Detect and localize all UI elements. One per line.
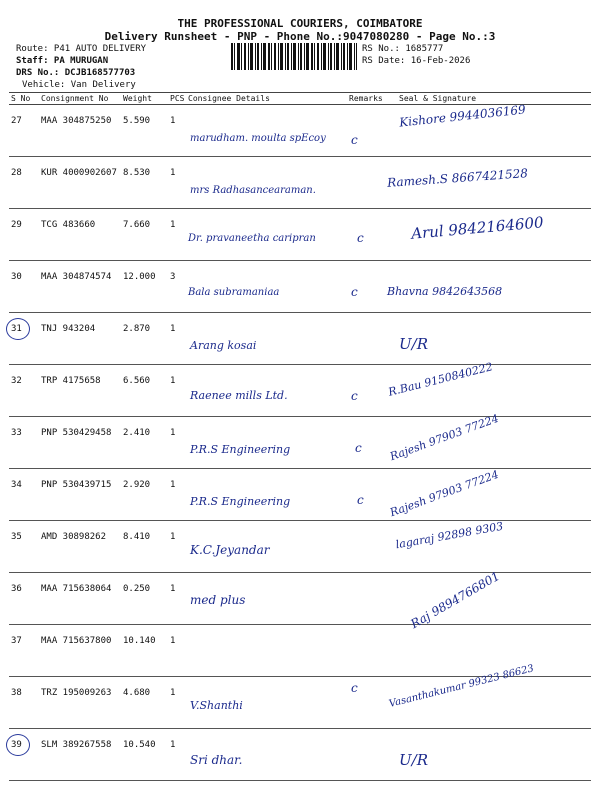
consignee-handwriting: V.Shanthi — [190, 699, 243, 712]
consignee-cell — [186, 469, 347, 521]
remark-mark: c — [357, 231, 364, 245]
pcs-cell: 1 — [168, 677, 186, 729]
sno-cell: 28 — [9, 157, 39, 209]
signature-handwriting: U/R — [399, 751, 428, 769]
sno-text: 39 — [11, 740, 22, 750]
table-header-row — [9, 93, 591, 105]
barcode-image — [231, 43, 357, 70]
pcs-cell: 3 — [168, 261, 186, 313]
signature-handwriting: Rajesh 97903 77224 — [388, 411, 501, 464]
weight-cell: 2.410 — [121, 417, 168, 469]
consignee-cell — [186, 209, 347, 261]
col-sno: S No — [9, 93, 39, 105]
signature-handwriting: Bhavna 9842643568 — [387, 285, 503, 298]
weight-cell: 12.000 — [121, 261, 168, 313]
table-row — [9, 209, 591, 261]
consignee-handwriting: Bala subramaniaa — [188, 287, 280, 298]
remarks-cell — [347, 469, 385, 521]
signature-handwriting: R.Bau 9150840222 — [387, 360, 494, 399]
consignee-handwriting: P.R.S Engineering — [190, 495, 291, 508]
pcs-cell: 1 — [168, 573, 186, 625]
signature-handwriting: Kishore 9944036169 — [398, 102, 527, 130]
pcs-cell: 1 — [168, 729, 186, 781]
table-row — [9, 625, 591, 677]
vehicle-text: Vehicle: Van Delivery — [22, 80, 136, 90]
pcs-cell: 1 — [168, 365, 186, 417]
sno-cell: 37 — [9, 625, 39, 677]
signature-handwriting: Vasanthakumar 99323 86623 — [387, 663, 536, 710]
remarks-cell — [347, 521, 385, 573]
signature-cell — [385, 625, 591, 677]
sno-cell: 34 — [9, 469, 39, 521]
signature-cell — [385, 102, 591, 157]
consignment-cell: SLM 389267558 — [39, 729, 121, 781]
remarks-cell — [347, 573, 385, 625]
weight-cell: 10.140 — [121, 625, 168, 677]
signature-cell — [385, 261, 591, 313]
col-pcs: PCS — [170, 94, 185, 103]
signature-handwriting: Rajesh 97903 77224 — [388, 467, 501, 520]
consignee-cell — [186, 157, 347, 209]
pcs-cell: 1 — [168, 105, 186, 157]
weight-cell: 6.560 — [121, 365, 168, 417]
pcs-cell: 1 — [168, 521, 186, 573]
remarks-cell — [347, 417, 385, 469]
circle-mark-icon — [6, 318, 30, 340]
col-remarks: Remarks — [347, 93, 385, 105]
consignee-handwriting: mrs Radhasancearaman. — [190, 185, 316, 196]
signature-cell — [385, 360, 591, 417]
signature-cell — [385, 411, 591, 469]
signature-handwriting: lagaraj 92898 9303 — [394, 519, 505, 552]
consignee-handwriting: Sri dhar. — [190, 753, 243, 767]
pcs-cell: 1 — [168, 469, 186, 521]
pcs-cell: 1 — [168, 209, 186, 261]
consignee-cell — [186, 625, 347, 677]
table-row — [9, 729, 591, 781]
table-row — [9, 573, 591, 625]
pcs-cell: 1 — [168, 313, 186, 365]
weight-cell: 2.920 — [121, 469, 168, 521]
consignment-cell: AMD 30898262 — [39, 521, 121, 573]
consignee-cell — [186, 677, 347, 729]
consignee-cell — [186, 105, 347, 157]
consignment-cell: MAA 715637800 — [39, 625, 121, 677]
signature-cell — [385, 521, 591, 573]
sno-cell: 36 — [9, 573, 39, 625]
sno-cell — [9, 729, 39, 781]
signature-cell — [385, 663, 591, 729]
col-consignee: Consignee Details — [186, 93, 347, 105]
consignee-cell — [186, 261, 347, 313]
consignment-cell: PNP 530439715 — [39, 469, 121, 521]
remark-mark: c — [357, 493, 364, 507]
weight-cell: 5.590 — [121, 105, 168, 157]
remarks-cell — [347, 209, 385, 261]
remarks-cell — [347, 261, 385, 313]
drs-text: DRS No.: DCJB168577703 — [16, 68, 136, 78]
signature-cell — [385, 568, 591, 632]
consignee-handwriting: P.R.S Engineering — [190, 443, 291, 456]
signature-cell — [385, 209, 591, 261]
consignee-cell — [186, 573, 347, 625]
weight-cell: 8.410 — [121, 521, 168, 573]
consignee-cell — [186, 365, 347, 417]
col-weight: Weight — [121, 93, 168, 105]
pcs-cell: 1 — [168, 157, 186, 209]
consignment-cell: KUR 4000902607 — [39, 157, 121, 209]
signature-handwriting: U/R — [399, 335, 428, 353]
circle-mark-icon — [6, 734, 30, 756]
sno-cell: 30 — [9, 261, 39, 313]
weight-cell: 0.250 — [121, 573, 168, 625]
remarks-cell — [347, 625, 385, 677]
consignment-cell: MAA 715638064 — [39, 573, 121, 625]
signature-handwriting: Ramesh.S 8667421528 — [386, 166, 529, 190]
signature-cell — [385, 313, 591, 365]
weight-cell: 7.660 — [121, 209, 168, 261]
sno-cell: 29 — [9, 209, 39, 261]
remarks-cell — [347, 729, 385, 781]
consignment-cell: TNJ 943204 — [39, 313, 121, 365]
pcs-cell: 1 — [168, 625, 186, 677]
consignee-cell — [186, 313, 347, 365]
table-row — [9, 261, 591, 313]
table-row — [9, 417, 591, 469]
consignment-cell: TRP 4175658 — [39, 365, 121, 417]
weight-cell: 8.530 — [121, 157, 168, 209]
signature-cell — [385, 469, 591, 521]
remark-mark: c — [351, 681, 358, 695]
table-row — [9, 469, 591, 521]
remark-mark: c — [351, 285, 358, 299]
col-consignment: Consignment No — [39, 93, 121, 105]
runsheet-subtitle: Delivery Runsheet - PNP - Phone No.:9047080280 - Page No.:3 — [104, 30, 496, 43]
consignment-cell: MAA 304875250 — [39, 105, 121, 157]
consignee-handwriting: K.C.Jeyandar — [190, 543, 270, 557]
remarks-cell — [347, 105, 385, 157]
col-seal: Seal & Signature — [385, 93, 591, 105]
sno-cell: 38 — [9, 677, 39, 729]
consignment-cell: MAA 304874574 — [39, 261, 121, 313]
consignee-handwriting: Dr. pravaneetha caripran — [188, 233, 316, 244]
table-row — [9, 365, 591, 417]
consignee-cell — [186, 417, 347, 469]
company-title: THE PROFESSIONAL COURIERS, COIMBATORE — [177, 17, 423, 30]
consignment-cell: TRZ 195009263 — [39, 677, 121, 729]
signature-cell — [385, 729, 591, 781]
route-text: Route: P41 AUTO DELIVERY — [16, 44, 147, 54]
weight-cell: 2.870 — [121, 313, 168, 365]
sno-cell: 33 — [9, 417, 39, 469]
signature-handwriting: Arul 9842164600 — [410, 213, 545, 243]
remark-mark: c — [351, 389, 358, 403]
consignee-handwriting: Arang kosai — [190, 339, 257, 352]
weight-cell: 10.540 — [121, 729, 168, 781]
remarks-cell — [347, 365, 385, 417]
remark-mark: c — [351, 133, 358, 147]
table-row — [9, 521, 591, 573]
sno-cell: 32 — [9, 365, 39, 417]
sno-cell — [9, 313, 39, 365]
remark-mark: c — [355, 441, 362, 455]
consignee-cell — [186, 729, 347, 781]
table-row — [9, 677, 591, 729]
table-row — [9, 157, 591, 209]
consignee-handwriting: med plus — [190, 593, 246, 607]
weight-cell: 4.680 — [121, 677, 168, 729]
sno-cell: 27 — [9, 105, 39, 157]
consignee-handwriting: Raenee mills Ltd. — [190, 389, 288, 402]
remarks-cell — [347, 313, 385, 365]
remarks-cell — [347, 157, 385, 209]
signature-cell — [385, 157, 591, 209]
runsheet-table — [9, 92, 591, 781]
table-row — [9, 105, 591, 157]
rs-date-text: RS Date: 16-Feb-2026 — [362, 56, 471, 66]
consignee-cell — [186, 521, 347, 573]
signature-handwriting: Raj 9894766801 — [408, 568, 503, 632]
consignee-handwriting: marudham. moulta spEcoy — [190, 133, 326, 144]
sno-text: 31 — [11, 324, 22, 334]
rs-no-text: RS No.: 1685777 — [362, 44, 444, 54]
staff-text: Staff: PA MURUGAN — [16, 56, 109, 66]
sno-cell: 35 — [9, 521, 39, 573]
consignment-cell: TCG 483660 — [39, 209, 121, 261]
remarks-cell — [347, 677, 385, 729]
table-row — [9, 313, 591, 365]
pcs-cell: 1 — [168, 417, 186, 469]
consignment-cell: PNP 530429458 — [39, 417, 121, 469]
